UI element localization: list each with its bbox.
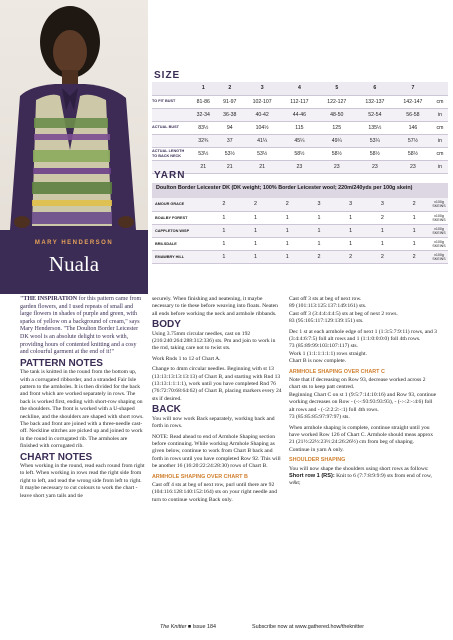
footer-subscribe: Subscribe now at www.gathered.how/theknitter [252, 624, 365, 630]
table-row: TO FIT BUST 81-86 91-97 102-107 112-117 122-127 132-137 142-147 cm [152, 95, 448, 108]
column-right [289, 296, 437, 491]
table-row: ACTUAL BUST 83½ 94 104½ 115 125 135½ 146 cm [152, 121, 448, 134]
heading-pattern-notes: PATTERN NOTES [20, 357, 103, 369]
paragraph: Cast off 4 sts at beg of next row, purl until there are 92 (104:116:128:140:152:164) sts on your right needle and turn to continue working Back only. [152, 481, 278, 503]
paragraph: Short row 1 (RS): Knit to 6 (7:7:8:9:9:9) sts from end of row, w&t; [289, 472, 432, 487]
size-header-row [152, 82, 448, 95]
paragraph: Using 3.75mm circular needles, cast on 192 (216:240:264:288:312:336) sts. Pm and join to work in the rnd, taking care not to twist sts. [152, 330, 276, 352]
subheading-armhole-chart-c: ARMHOLE SHAPING OVER CHART C [289, 368, 385, 375]
designer-name: MARY HENDERSON [34, 240, 114, 246]
footer-publication: The Knitter ■ Issue 184 [160, 624, 217, 630]
table-row: ACTUAL LENGTH TO BACK NECK 53½ 53½ 53½ 58½ 58½ 58½ 58½ cm [152, 147, 448, 160]
heading-back: BACK [152, 404, 181, 416]
column-middle [152, 296, 282, 507]
size-table [152, 82, 448, 174]
size-col-1: 1 [190, 82, 217, 95]
paragraph: Dec 1 st at each armhole edge of next 1 (1:3:5:7:9:11) rows, and 3 (3:4:4:6:7:5) foll alt rows and 1 (1:1:0:0:0:0) foll 4th rows. [289, 328, 437, 343]
paragraph: Work Rnds 1 to 12 of Chart A. [152, 355, 221, 362]
column-left [20, 296, 146, 503]
size-heading: SIZE [154, 70, 181, 81]
hero-photo [0, 0, 148, 294]
chart-notes-text: When working in the round, read each round from right to left. When working in rows read the right side from right to left, and read the wrong side from left to right. It maybe necessary to cut colours to work the chart - leave short yarn tails and tie [20, 463, 145, 499]
subheading-shoulder-shaping: SHOULDER SHAPING [289, 457, 346, 464]
paragraph: Note that if decreasing on Row 93, decrease worked across 2 chart sts to keep patt centred. [289, 377, 426, 391]
table-row: 21 21 21 23 23 23 23 in [152, 160, 448, 173]
table-row: AMOUR GRACE 2 2 2 3 3 3 2 x100g SKEINS [152, 198, 448, 211]
table-row: CAPPLETON WISP 1 1 1 1 1 1 1 x100g SKEINS [152, 224, 448, 237]
paragraph: securely. When finishing and neatening, it maybe necessary to tie these before weaving into floats. Neaten all ends before working the neck and armhole ribbands. [152, 296, 278, 317]
paragraph: 73 (85:89:99:103:107:117) sts. [289, 343, 358, 350]
size-col-4: 4 [281, 82, 318, 95]
intro-quote: "THE INSPIRATION for this pattern came from garden flowers, and I used repeats of small and large flowers in shades of purple and green, with sparks of yellow on a background of cream," says Mary Henderson. "The Doulton Border Leicester DK wool is an absolute delight to work with, providing hours of contented knitting and a cosy and colourful garment at the end of it!" [20, 296, 142, 356]
size-col-7: 7 [394, 82, 432, 95]
table-row: EMAWBRY HILL 1 1 1 2 2 2 2 x100g SKEINS [152, 250, 448, 263]
paragraph: Work 1 (1:1:1:1:1:1) rows straight. [289, 350, 368, 357]
paragraph: Continue in yarn A only. [289, 446, 344, 453]
pattern-title: Nuala [48, 252, 100, 276]
paragraph: Cast off 3 (3:4:4:4:4:5) sts at beg of next 2 rows. [289, 310, 398, 317]
paragraph: You will now work Back separately, working back and forth in rows. [152, 415, 275, 430]
table-row: BRILSDALE 1 1 1 1 1 1 1 x100g SKEINS [152, 237, 448, 250]
paragraph: Change to 4mm circular needles. Beginning with st 13 (13:13:13:13:13:13) of Chart B, and starting with Rnd 13 (13:13:1:1:1:1), work until you have completed Rnd 76 (76:72:70:68:64:62) of Chart B, placing markers every 24 sts if desired. [152, 366, 282, 402]
paragraph: Beginning Chart C on st 1 (9:5:7:14:10:16) and Row 93, continue working decreases on Row - (-:-:93:93:93:93), - (-:-:2:-:4:6) foll alt rows and - (-:2:2:2:-:1) foll 4th rows. [289, 391, 437, 413]
table-row: 32-34 36-38 40-42 44-46 48-50 52-54 56-58 in [152, 108, 448, 121]
yarn-description: Doulton Border Leicester DK (DK weight; 100% Border Leicester wool; 220m/240yds per 100g skein) [152, 183, 448, 198]
paragraph: 83 (95:105:117:129:139:151) sts. [289, 318, 364, 325]
size-col-3: 3 [243, 82, 281, 95]
paragraph: You will now shape the shoulders using short rows as follows: [289, 465, 429, 472]
size-col-2: 2 [217, 82, 244, 95]
heading-body: BODY [152, 319, 181, 331]
paragraph: 73 (85:85:85:97:97:97) sts. [289, 414, 350, 421]
pattern-notes-text: The tank is knitted in the round from the bottom up, with a corrugated ribborder, and a stranded Fair Isle pattern to the armholes. It is then divided for the back and front which are worked separately in rows. The back is worked first, ending with short-row shaping on the shoulders. The front is worked with a U-shaped neckline, and the shoulders are shaped with short rows. The back and front are joined with a three-needle cast-off. Neckline stitches are picked up and joined to work in the round in corrugated rib. The armholes are finished with corrugated rib. [20, 369, 144, 450]
size-col-5: 5 [318, 82, 356, 95]
subheading-armhole-chart-b: ARMHOLE SHAPING OVER CHART B [152, 473, 248, 480]
yarn-heading: YARN [154, 170, 186, 181]
yarn-table [152, 198, 448, 264]
table-row: BOALBY FOREST 1 1 1 1 1 2 1 x100g SKEINS [152, 211, 448, 224]
table-row: 32¾ 37 41¼ 45¼ 49¼ 53¼ 57½ in [152, 134, 448, 147]
paragraph: Chart B is now complete. [289, 358, 347, 365]
paragraph: When armhole shaping is complete, continue straight until you have worked Row 126 of Chart C. Armhole should meas approx 21 (21½:22½:23½:24:26:26½) cm from beg of shaping. [289, 424, 434, 446]
paragraph: NOTE: Read ahead to end of Armhole Shaping section before continuing. While working Armhole Shaping as given below, continue to work from Chart B back and forth in rows until you have completed Row 92. This will be another 16 (16:20:22:24:28:30) rows of Chart B. [152, 433, 281, 470]
size-col-6: 6 [356, 82, 394, 95]
paragraph: 89 (101:113:125:137:149:161) sts. [289, 303, 367, 310]
heading-chart-notes: CHART NOTES [20, 451, 93, 463]
paragraph: Cast off 3 sts at beg of next row. [289, 296, 362, 302]
